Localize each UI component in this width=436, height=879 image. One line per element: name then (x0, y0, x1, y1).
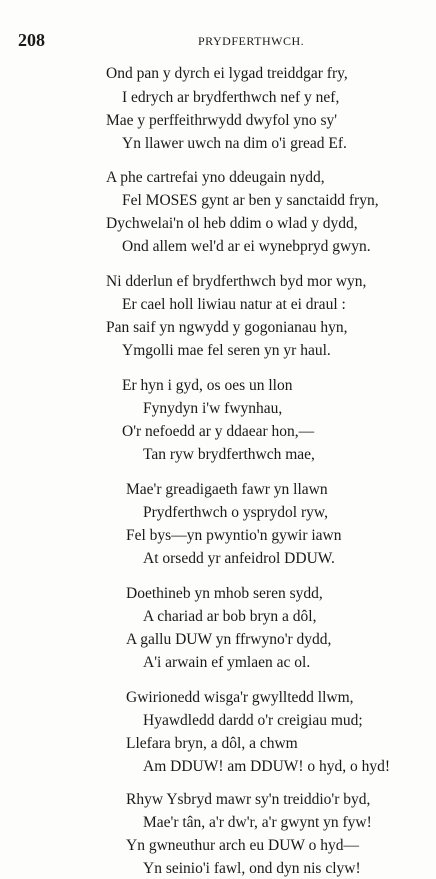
poem-line: Rhyw Ysbryd mawr sy'n treiddio'r byd, (126, 791, 371, 808)
poem-line: Dychwelai'n ol heb ddim o wlad y dydd, (106, 215, 358, 232)
poem-line: Gwirionedd wisga'r gwylltedd llwm, (126, 689, 354, 706)
poem-line: Doethineb yn mhob seren sydd, (126, 585, 323, 602)
poem-line: Ni dderlun ef brydferthwch byd mor wyn, (106, 273, 367, 290)
poem-line: Llefara bryn, a dôl, a chwm (126, 735, 298, 752)
page-number: 208 (18, 30, 45, 50)
poem-line: Mae'r tân, a'r dw'r, a'r gwynt yn fyw! (143, 814, 372, 831)
poem-line: Ymgolli mae fel seren yn yr haul. (122, 342, 331, 359)
poem-line: A phe cartrefai yno ddeugain nydd, (106, 169, 325, 186)
poem-line: A'i arwain ef ymlaen ac ol. (143, 654, 311, 671)
poem-line: Pan saif yn ngwydd y gogonianau hyn, (106, 319, 348, 336)
poem-line: Mae y perffeithrwydd dwyfol yno sy' (106, 112, 338, 129)
poem-line: Prydferthwch o ysprydol ryw, (143, 504, 328, 521)
poem-line: Fel bys—yn pwyntio'n gywir iawn (126, 527, 342, 544)
poem-line: At orsedd yr anfeidrol DDUW. (143, 550, 335, 567)
poem-line: Fynydyn i'w fwynhau, (143, 400, 283, 417)
poem-line: A chariad ar bob bryn a dôl, (143, 608, 317, 625)
poem-line: Mae'r greadigaeth fawr yn llawn (126, 481, 328, 498)
poem-line: Yn gwneuthur arch eu DUW o hyd— (126, 837, 360, 854)
poem-line: A gallu DUW yn ffrwyno'r dydd, (126, 631, 332, 648)
poem-line: Yn seinio'i fawl, ond dyn nis clyw! (143, 860, 361, 877)
running-title: PRYDFERTHWCH. (198, 34, 305, 48)
poem-line: Yn llawer uwch na dim o'i gread Ef. (122, 135, 347, 152)
poem-line: Am DDUW! am DDUW! o hyd, o hyd! (143, 758, 391, 775)
page-header (0, 30, 436, 54)
poem-line: Fel MOSES gynt ar ben y sanctaidd fryn, (122, 192, 379, 209)
poem-line: I edrych ar brydferthwch nef y nef, (122, 89, 340, 106)
poem-line: Ond allem wel'd ar ei wynebpryd gwyn. (122, 238, 371, 255)
poem-line: Ond pan y dyrch ei lygad treiddgar fry, (106, 65, 348, 82)
poem-line: Er hyn i gyd, os oes un llon (122, 377, 293, 394)
poem-line: O'r nefoedd ar y ddaear hon,— (122, 423, 315, 440)
poem-line: Er cael holl liwiau natur at ei draul : (122, 296, 346, 313)
poem-line: Hyawdledd dardd o'r creigiau mud; (143, 712, 363, 729)
poem-line: Tan ryw brydferthwch mae, (143, 446, 315, 463)
